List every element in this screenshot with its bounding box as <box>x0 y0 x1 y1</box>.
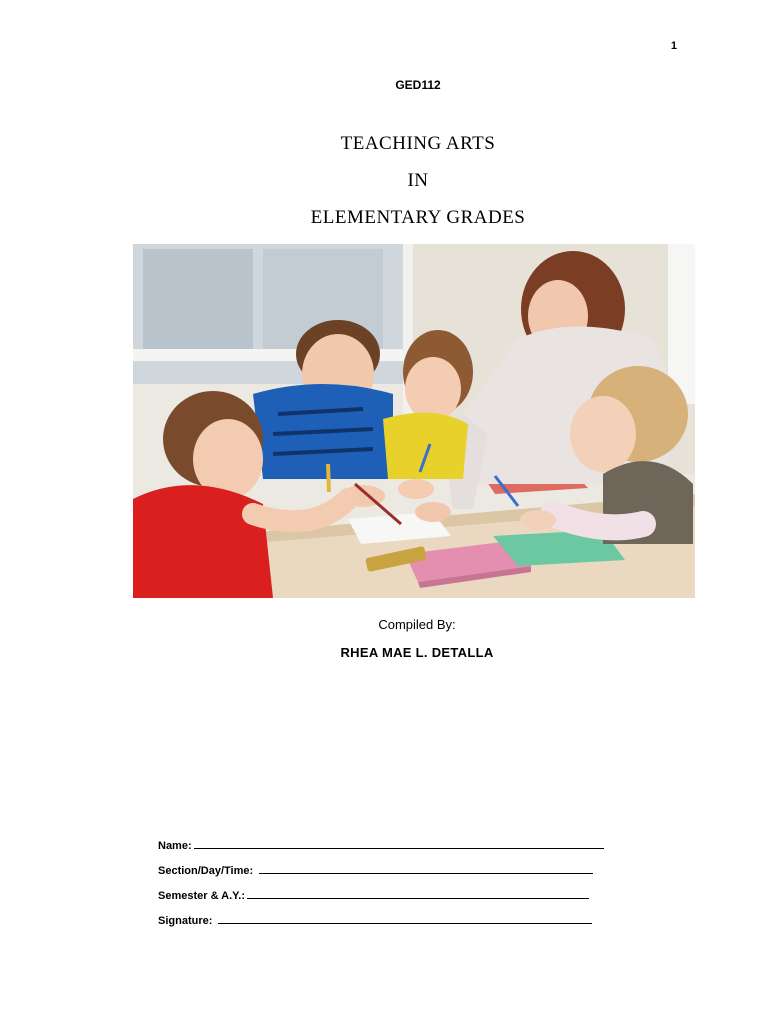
student-info-fields <box>158 838 618 938</box>
page-number: 1 <box>670 40 677 52</box>
name-field[interactable] <box>158 838 618 863</box>
name-label: Name: <box>158 840 192 852</box>
title-line-2: IN <box>407 170 429 191</box>
cover-photo <box>133 244 695 598</box>
section-day-time-field[interactable] <box>158 863 618 888</box>
compiled-by-label: Compiled By: <box>378 617 456 632</box>
signature-label: Signature: <box>158 915 213 927</box>
section-day-time-blank[interactable] <box>259 863 593 874</box>
author-name: RHEA MAE L. DETALLA <box>340 645 494 660</box>
classroom-illustration <box>133 244 695 598</box>
course-code: GED112 <box>395 78 441 92</box>
section-day-time-label: Section/Day/Time: <box>158 865 254 877</box>
signature-field[interactable] <box>158 913 618 938</box>
semester-ay-field[interactable] <box>158 888 618 913</box>
title-line-3: ELEMENTARY GRADES <box>310 207 526 228</box>
title-line-1: TEACHING ARTS <box>340 133 496 154</box>
semester-ay-blank[interactable] <box>247 888 589 899</box>
signature-blank[interactable] <box>218 913 592 924</box>
semester-ay-label: Semester & A.Y.: <box>158 890 246 902</box>
name-blank[interactable] <box>194 838 604 849</box>
